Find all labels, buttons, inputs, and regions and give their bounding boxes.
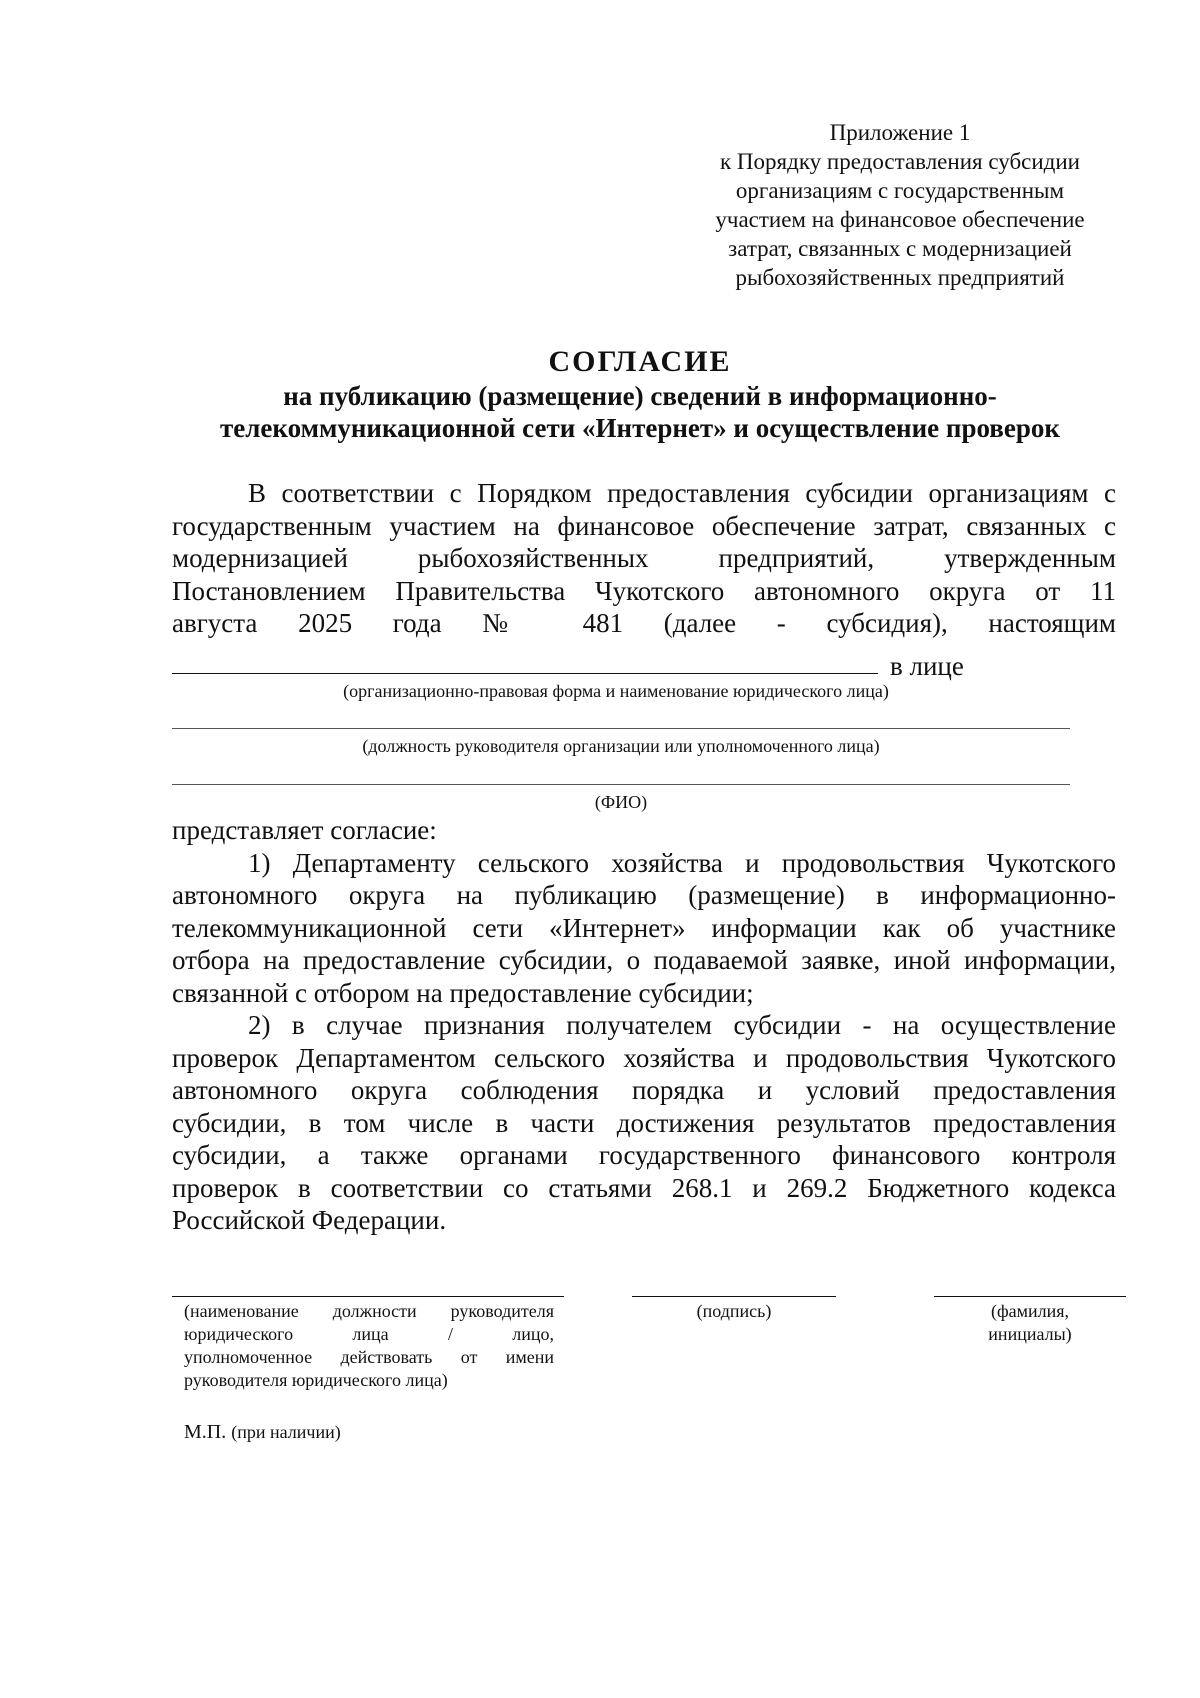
title-main: СОГЛАСИЕ bbox=[548, 345, 732, 378]
consent-lead: представляет согласие: bbox=[172, 815, 437, 845]
intro-line: модернизацией рыбохозяйственных предприятий, утвержденным bbox=[172, 543, 1116, 573]
consent-item1-line: телекоммуникационной сети «Интернет» информации как об участнике bbox=[172, 912, 1116, 943]
signatory-caption-line: уполномоченное действовать от имени bbox=[184, 1347, 554, 1367]
consent-item2-line: 2) в случае признания получателем субсидии - на осуществление bbox=[248, 1010, 1116, 1040]
signatory-caption-line: юридического лица / лицо, bbox=[184, 1324, 554, 1344]
consent-item2-line: проверок в соответствии со статьями 268.1 и 269.2 Бюджетного кодекса bbox=[172, 1172, 1116, 1203]
surname-initials-blank[interactable] bbox=[934, 1296, 1126, 1297]
consent-section bbox=[172, 814, 1116, 1237]
appendix-line: участием на финансовое обеспечение bbox=[715, 207, 1085, 232]
surname-caption-line: (фамилия, bbox=[990, 1301, 1070, 1321]
title-subtitle-line: телекоммуникационной сети «Интернет» и осуществление проверок bbox=[220, 413, 1060, 443]
consent-item2-line: автономного округа соблюдения порядка и условий предоставления bbox=[172, 1075, 1116, 1105]
consent-item2-line: Российской Федерации. bbox=[172, 1205, 447, 1235]
signature-blank[interactable] bbox=[632, 1296, 836, 1297]
org-caption: (организационно-правовая форма и наименование юридического лица) bbox=[343, 681, 889, 701]
intro-line: государственным участием на финансовое обеспечение затрат, связанных с bbox=[172, 510, 1116, 541]
stamp-placeholder bbox=[184, 1420, 341, 1444]
intro-line: Постановлением Правительства Чукотского автономного округа от 11 bbox=[172, 575, 1116, 606]
consent-item2-line: субсидии, в том числе в части достижения результатов предоставления bbox=[172, 1107, 1116, 1138]
surname-caption-line: инициалы) bbox=[988, 1324, 1072, 1344]
title-subtitle-line: на публикацию (размещение) сведений в информационно- bbox=[283, 381, 997, 411]
consent-item1-line: отбора на предоставление субсидии, о подаваемой заявке, иной информации, bbox=[172, 945, 1116, 975]
appendix-line: затрат, связанных с модернизацией bbox=[728, 236, 1072, 261]
signatory-caption-line: руководителя юридического лица) bbox=[184, 1370, 448, 1390]
signatory-position-caption bbox=[184, 1300, 554, 1392]
signature-caption: (подпись) bbox=[696, 1301, 772, 1321]
intro-line: В соответствии с Порядком предоставления субсидии организациям с bbox=[248, 478, 1116, 508]
org-name-blank[interactable] bbox=[172, 673, 878, 674]
signatory-caption-line: (наименование должности руководителя bbox=[184, 1301, 554, 1321]
stamp-note: (при наличии) bbox=[231, 1422, 341, 1442]
consent-item2-line: проверок Департаментом сельского хозяйства и продовольствия Чукотского bbox=[172, 1042, 1116, 1073]
appendix-line: к Порядку предоставления субсидии bbox=[720, 149, 1080, 174]
fio-blank[interactable] bbox=[172, 784, 1070, 785]
document-title bbox=[150, 344, 1130, 444]
intro-paragraph bbox=[172, 477, 1116, 640]
appendix-line: рыбохозяйственных предприятий bbox=[735, 265, 1065, 290]
consent-item1-line: 1) Департаменту сельского хозяйства и продовольствия Чукотского bbox=[248, 847, 1116, 878]
surname-initials-caption bbox=[934, 1300, 1126, 1346]
stamp-label: М.П. bbox=[184, 1421, 227, 1443]
consent-item1-line: автономного округа на публикацию (размещение) в информационно- bbox=[172, 880, 1116, 910]
position-caption: (должность руководителя организации или уполномоченного лица) bbox=[362, 736, 880, 756]
appendix-line: Приложение 1 bbox=[829, 120, 971, 145]
fio-caption: (ФИО) bbox=[594, 792, 648, 812]
in-person-label: в лице bbox=[890, 651, 964, 681]
signatory-position-blank[interactable] bbox=[172, 1296, 564, 1297]
consent-item2-line: субсидии, а также органами государственного финансового контроля bbox=[172, 1140, 1116, 1170]
appendix-header bbox=[690, 118, 1110, 292]
consent-item1-line: связанной с отбором на предоставление субсидии; bbox=[172, 977, 754, 1008]
intro-line: августа 2025 года № 481 (далее - субсидия), настоящим bbox=[172, 608, 1116, 638]
position-blank[interactable] bbox=[172, 728, 1070, 729]
appendix-line: организациям с государственным bbox=[735, 178, 1065, 203]
